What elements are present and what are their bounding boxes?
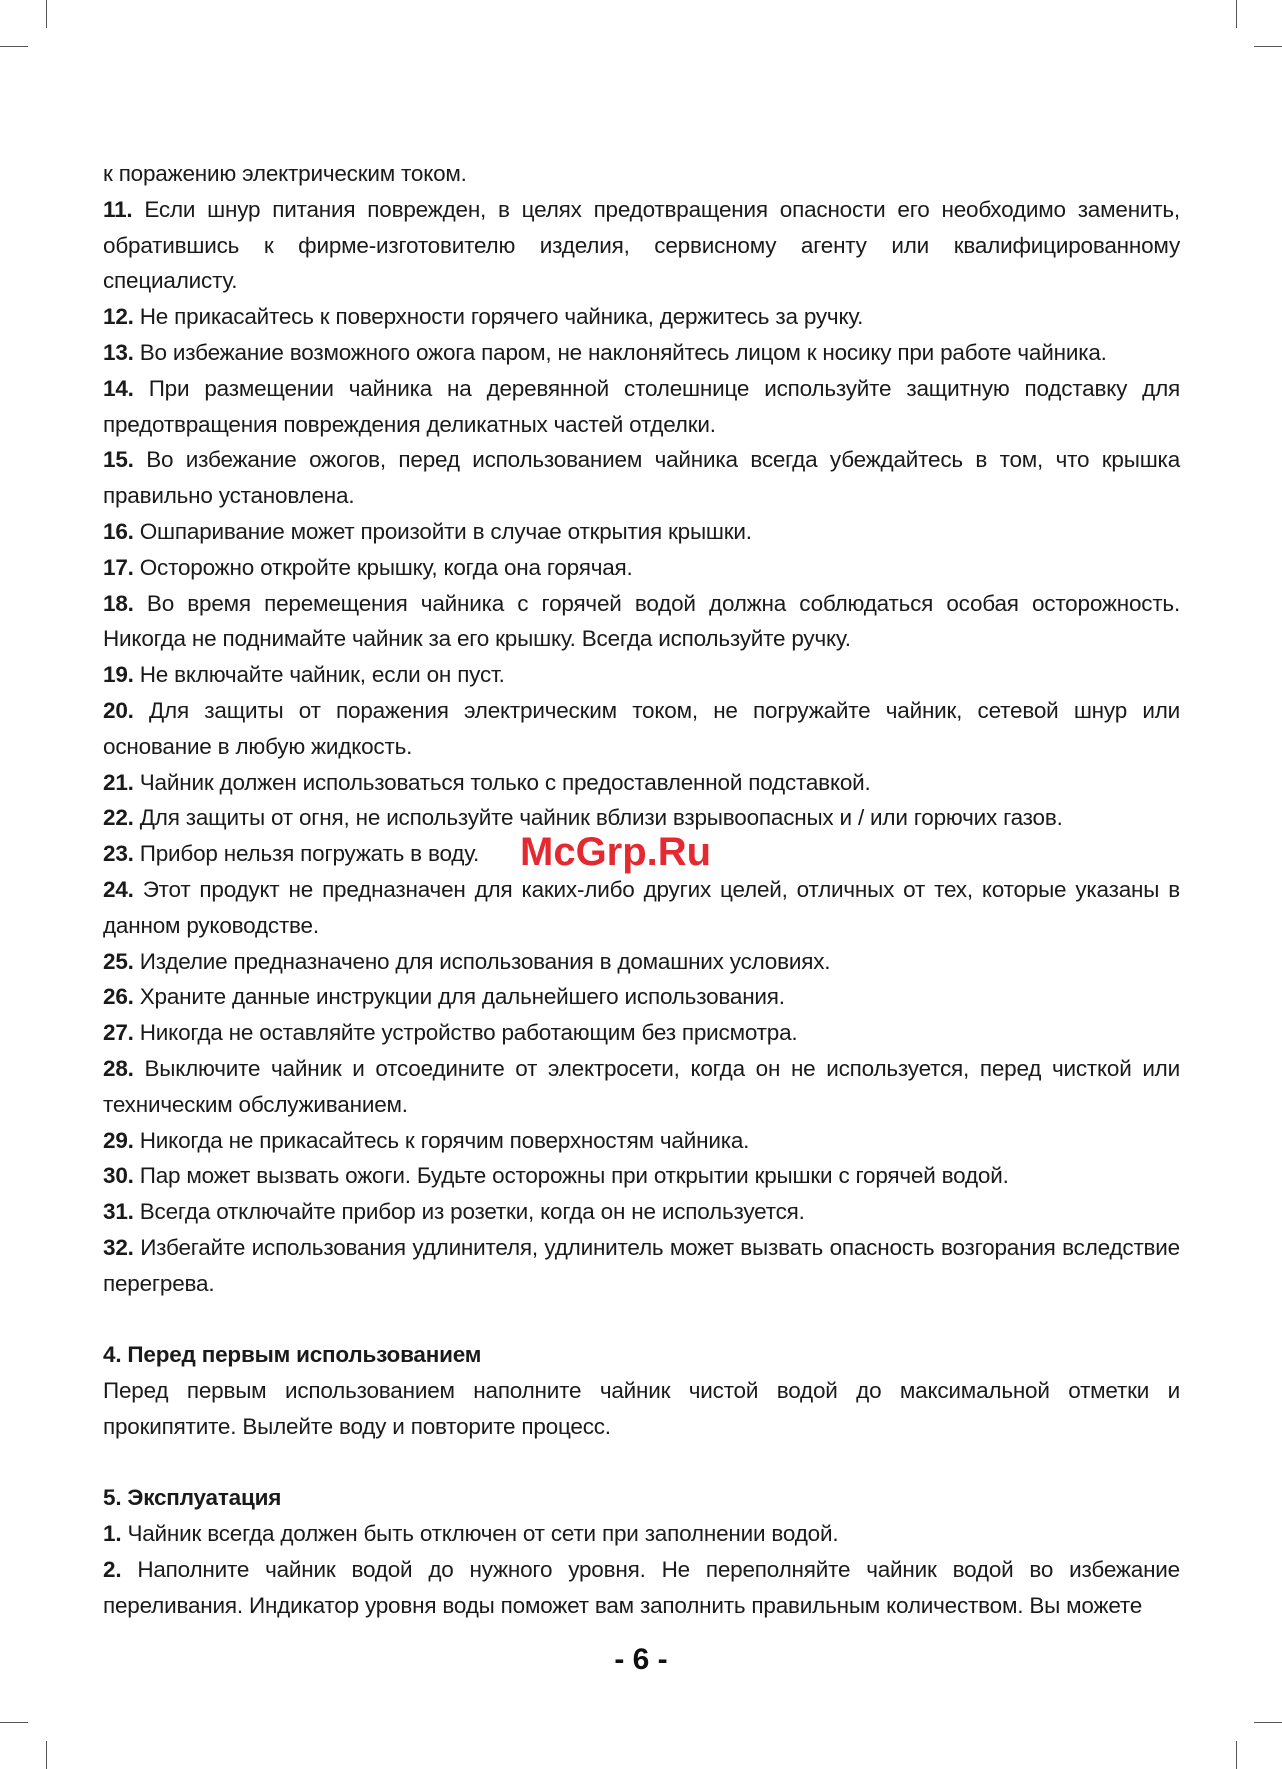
list-item [103, 1516, 1180, 1552]
item-text: Прибор нельзя погружать в воду. [139, 841, 480, 867]
item-text: Храните данные инструкции для дальнейшего использования. [139, 984, 785, 1010]
list-item [103, 550, 1180, 586]
list-item [103, 872, 1180, 944]
spacer [103, 1302, 1180, 1338]
list-item [103, 335, 1180, 371]
crop-mark [1254, 46, 1282, 47]
crop-mark [1254, 1722, 1282, 1723]
list-item [103, 1230, 1180, 1302]
section4-text: Перед первым использованием наполните чайник чистой водой до максимальной отметки и прокипятите. Вылейте воду и повторите процесс. [103, 1378, 1180, 1439]
item-number: 17. [103, 554, 134, 580]
item-text: Ошпаривание может произойти в случае открытия крышки. [139, 518, 752, 544]
item-text: Осторожно откройте крышку, когда она горячая. [139, 554, 633, 580]
list-item [103, 1015, 1180, 1051]
list-item [103, 979, 1180, 1015]
item-number: 2. [103, 1557, 122, 1583]
crop-mark [46, 1741, 47, 1769]
item-text: Всегда отключайте прибор из розетки, когда он не используется. [139, 1199, 805, 1225]
item-number: 22. [103, 805, 134, 831]
item-number: 16. [103, 518, 134, 544]
list-item [103, 514, 1180, 550]
item-text: Изделие предназначено для использования в домашних условиях. [139, 948, 831, 974]
section4-heading: 4. Перед первым использованием [103, 1342, 482, 1368]
item-text: Если шнур питания поврежден, в целях предотвращения опасности его необходимо заменить, обратившись к фирме-изготовителю изделия, сервисному агенту или квалифицированному специалисту. [103, 196, 1180, 294]
list-item [103, 1194, 1180, 1230]
list-item [103, 442, 1180, 514]
item-number: 12. [103, 304, 134, 330]
item-text: Выключите чайник и отсоедините от электросети, когда он не используется, перед чисткой или техническим обслуживанием. [103, 1055, 1180, 1117]
item-text: Во время перемещения чайника с горячей водой должна соблюдаться особая осторожность. Никогда не поднимайте чайник за его крышку. Всегда используйте ручку. [103, 590, 1180, 652]
list-item [103, 693, 1180, 765]
item-number: 29. [103, 1127, 134, 1153]
item-text: Никогда не оставляйте устройство работающим без присмотра. [139, 1020, 798, 1046]
section5-heading: 5. Эксплуатация [103, 1485, 282, 1511]
item-text: Во избежание возможного ожога паром, не наклоняйтесь лицом к носику при работе чайника. [139, 339, 1107, 365]
watermark: McGrp.Ru [520, 830, 712, 874]
list-item [103, 1051, 1180, 1123]
item-number: 13. [103, 339, 134, 365]
crop-mark [0, 1722, 28, 1723]
item-number: 24. [103, 876, 134, 902]
item-number: 32. [103, 1234, 134, 1260]
list-item [103, 765, 1180, 801]
list-item [103, 944, 1180, 980]
page-content [103, 156, 1180, 1624]
item-text: При размещении чайника на деревянной столешнице используйте защитную подставку для предотвращения повреждения деликатных частей отделки. [103, 375, 1180, 437]
item-number: 26. [103, 984, 134, 1010]
crop-mark [1236, 1741, 1237, 1769]
operation-list [103, 1516, 1180, 1623]
list-item [103, 1123, 1180, 1159]
list-item [103, 1158, 1180, 1194]
crop-mark [0, 46, 28, 47]
item-number: 21. [103, 769, 134, 795]
item-text: Избегайте использования удлинителя, удлинитель может вызвать опасность возгорания вследствие перегрева. [103, 1234, 1180, 1296]
list-item [103, 192, 1180, 299]
item-text: Не включайте чайник, если он пуст. [139, 662, 505, 688]
list-item [103, 586, 1180, 658]
item-number: 23. [103, 841, 134, 867]
item-number: 14. [103, 375, 134, 401]
item-text: Для защиты от поражения электрическим током, не погружайте чайник, сетевой шнур или основание в любую жидкость. [103, 697, 1180, 759]
crop-mark [1236, 0, 1237, 28]
item-text: Чайник должен использоваться только с предоставленной подставкой. [139, 769, 871, 795]
item-text: Наполните чайник водой до нужного уровня. Не переполняйте чайник водой во избежание переливания. Индикатор уровня воды поможет вам заполнить правильным количеством. Вы можете [103, 1557, 1180, 1618]
item-number: 31. [103, 1199, 134, 1225]
item-number: 15. [103, 447, 134, 473]
item-text: Чайник всегда должен быть отключен от сети при заполнении водой. [127, 1521, 839, 1547]
item-text: Этот продукт не предназначен для каких-либо других целей, отличных от тех, которые указаны в данном руководстве. [103, 876, 1180, 938]
item-text: Никогда не прикасайтесь к горячим поверхностям чайника. [139, 1127, 750, 1153]
item-text: Не прикасайтесь к поверхности горячего чайника, держитесь за ручку. [139, 304, 864, 330]
item-text: Пар может вызвать ожоги. Будьте осторожны при открытии крышки с горячей водой. [139, 1163, 1009, 1189]
list-item [103, 657, 1180, 693]
item-number: 19. [103, 662, 134, 688]
item-number: 27. [103, 1020, 134, 1046]
item-number: 11. [103, 196, 133, 222]
spacer [103, 1445, 1180, 1481]
item-text: Для защиты от огня, не используйте чайник вблизи взрывоопасных и / или горючих газов. [139, 805, 1063, 831]
item-number: 25. [103, 948, 134, 974]
page-number: - 6 - [614, 1643, 668, 1676]
item-number: 1. [103, 1521, 122, 1547]
item-number: 30. [103, 1163, 134, 1189]
intro-text: к поражению электрическим током. [103, 161, 467, 186]
safety-list [103, 192, 1180, 1302]
crop-mark [46, 0, 47, 28]
item-number: 20. [103, 697, 134, 723]
list-item [103, 299, 1180, 335]
item-text: Во избежание ожогов, перед использованием чайника всегда убеждайтесь в том, что крышка правильно установлена. [103, 447, 1181, 509]
list-item [103, 1552, 1180, 1624]
item-number: 18. [103, 590, 134, 616]
list-item [103, 371, 1180, 443]
item-number: 28. [103, 1055, 134, 1081]
